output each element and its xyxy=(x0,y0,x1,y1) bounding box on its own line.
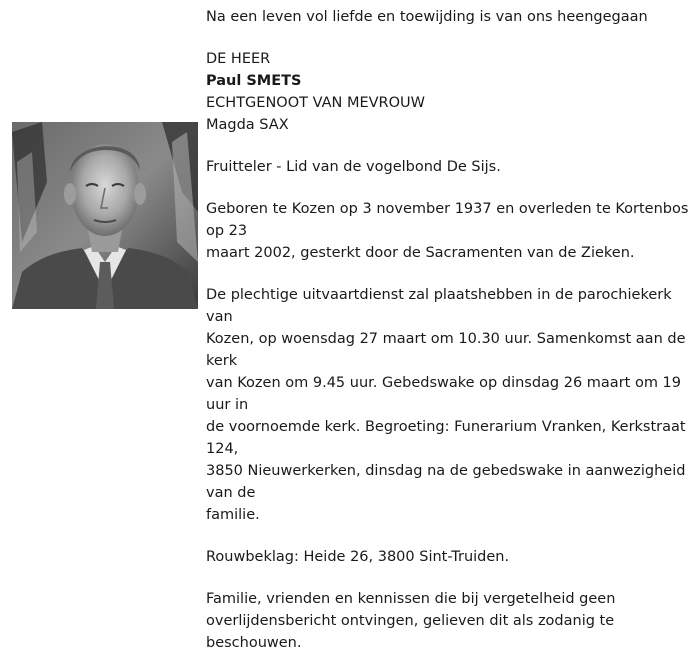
condolence-address: Rouwbeklag: Heide 26, 3800 Sint-Truiden. xyxy=(206,549,510,565)
closing-note: Familie, vrienden en kennissen die bij vergetelheid geen overlijdensbericht ontvingen, gelieven dit als zodanig te beschouwen. xyxy=(206,591,616,651)
portrait-photo xyxy=(12,122,198,309)
title-line: DE HEER xyxy=(206,51,271,67)
obituary-text xyxy=(206,6,690,654)
occupation-line: Fruitteler - Lid van de vogelbond De Sijs. xyxy=(206,159,501,175)
funeral-service-paragraph: De plechtige uitvaartdienst zal plaatshebben in de parochiekerk van Kozen, op woensdag 27 maart om 10.30 uur. Samenkomst aan de kerk van Kozen om 9.45 uur. Gebedswake op dinsdag 26 maart om 19 uur in de voornoemde kerk. Begroeting: Funerarium Vranken, Kerkstraat 124, 3850 Nieuwerkerken, dinsdag na de gebedswake in aanwezigheid van de familie. xyxy=(206,287,686,523)
spouse-intro: ECHTGENOOT VAN MEVROUW xyxy=(206,95,425,111)
birth-death-paragraph: Geboren te Kozen op 3 november 1937 en overleden te Kortenbos op 23 maart 2002, gesterkt door de Sacramenten van de Zieken. xyxy=(206,201,689,261)
spouse-name: Magda SAX xyxy=(206,117,289,133)
deceased-name: Paul SMETS xyxy=(206,73,302,89)
intro-line: Na een leven vol liefde en toewijding is van ons heengegaan xyxy=(206,9,648,25)
